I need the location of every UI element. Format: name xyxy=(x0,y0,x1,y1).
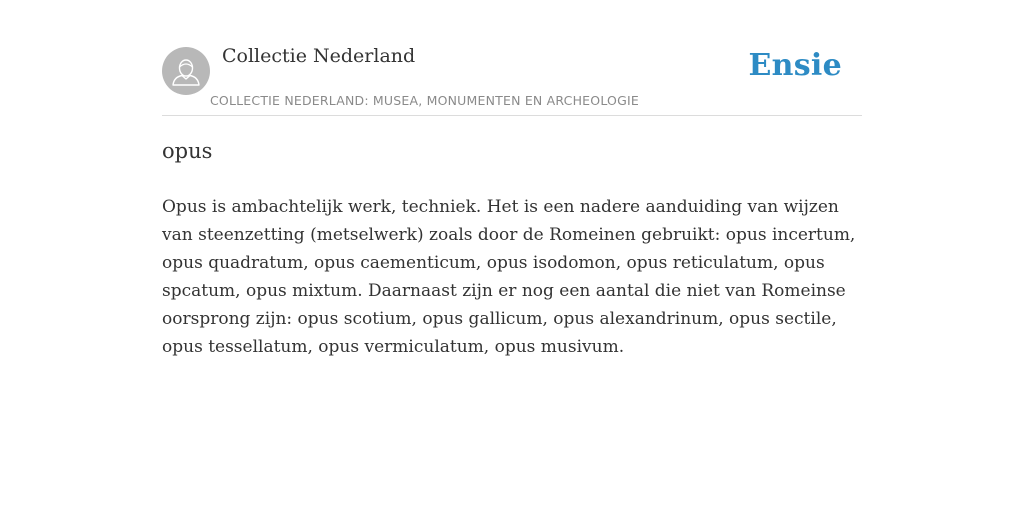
ensie-logo[interactable]: Ensie xyxy=(748,48,842,83)
author-name-link[interactable]: Collectie Nederland xyxy=(222,45,416,67)
source-link[interactable]: COLLECTIE NEDERLAND: MUSEA, MONUMENTEN EN ARCHEOLOGIE xyxy=(210,93,639,108)
user-silhouette-icon xyxy=(162,47,210,95)
entry-header xyxy=(162,36,862,116)
definition-text: Opus is ambachtelijk werk, techniek. Het is een nadere aanduiding van wijzen van steenzetting (metselwerk) zoals door de Romeinen gebruikt: opus incertum, opus quadratum, opus caementicum, opus isodomon, opus reticulatum, opus spcatum, opus mixtum. Daarnaast zijn er nog een aantal die niet van Romeinse oorsprong zijn: opus scotium, opus gallicum, opus alexandrinum, opus sectile, opus tessellatum, opus vermiculatum, opus musivum. xyxy=(162,197,856,357)
author-avatar[interactable] xyxy=(162,47,210,95)
term-title: opus xyxy=(162,139,213,163)
